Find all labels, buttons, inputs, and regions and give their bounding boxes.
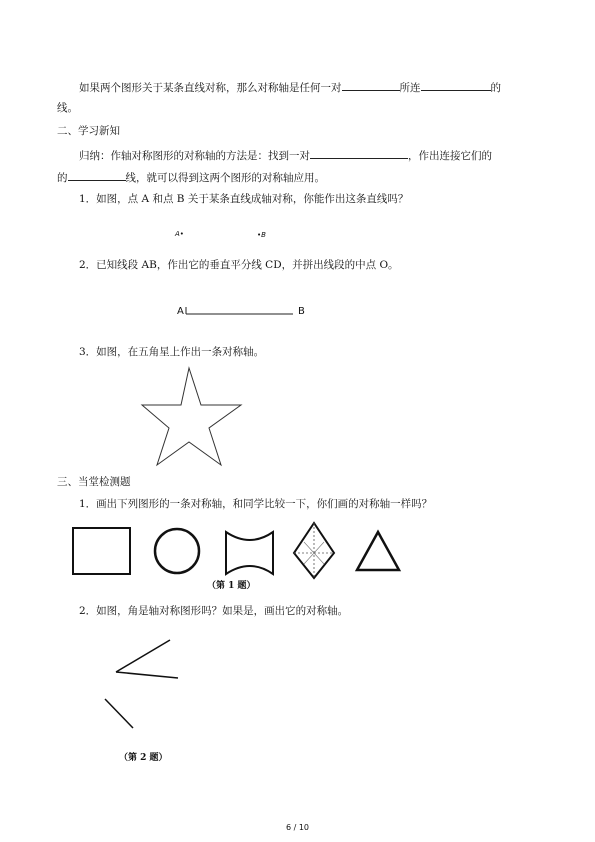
point-b-label: •B [257, 231, 266, 239]
intro-text-d: 线。 [57, 102, 78, 114]
shape-circle [153, 527, 203, 577]
segment-label-b: B [298, 306, 305, 317]
section3-heading: 三、当堂检测题 [57, 476, 131, 488]
summary-text-a: 归纳：作轴对称图形的对称轴的方法是：找到一对 [79, 150, 310, 162]
summary-text-c: 的 [57, 172, 68, 184]
blank-4[interactable] [68, 169, 126, 181]
intro-text-a: 如果两个图形关于某条直线对称，那么对称轴是任何一对 [79, 82, 342, 94]
summary-line-2 [57, 169, 325, 185]
figure-1-caption: （第 1 题） [207, 581, 256, 591]
segment-ab [186, 307, 296, 319]
five-pointed-star [142, 368, 272, 468]
blank-1[interactable] [342, 79, 400, 91]
shape-kite [292, 522, 342, 582]
section2-q2: 2．已知线段 AB，作出它的垂直平分线 CD，并拼出线段的中点 O。 [79, 259, 399, 271]
figure-2-caption: （第 2 题） [119, 753, 168, 763]
blank-2[interactable] [421, 79, 491, 91]
page-number: 6 / 10 [285, 823, 310, 832]
segment-label-a: A [177, 306, 184, 317]
point-a-label: A• [175, 230, 184, 238]
summary-text-b: ，作出连接它们的 [408, 150, 492, 162]
angle-figure [100, 632, 200, 732]
section3-q2: 2．如图，角是轴对称图形吗？如果是，画出它的对称轴。 [79, 605, 349, 617]
section2-heading: 二、学习新知 [57, 125, 120, 137]
intro-text-c: 的 [490, 82, 501, 94]
shape-rectangle [72, 527, 132, 577]
shape-bowtie [225, 530, 285, 580]
summary-line-1 [79, 147, 492, 163]
section2-q3: 3．如图，在五角星上作出一条对称轴。 [79, 346, 265, 358]
intro-line-1 [79, 79, 501, 95]
blank-3[interactable] [310, 147, 408, 159]
shape-triangle [355, 530, 405, 580]
section3-q1: 1．画出下列图形的一条对称轴，和同学比较一下，你们画的对称轴一样吗？ [79, 498, 433, 510]
summary-text-d: 线，就可以得到这两个图形的对称轴应用。 [125, 172, 325, 184]
intro-line-2 [57, 101, 78, 115]
section2-q1: 1．如图，点 A 和点 B 关于某条直线成轴对称，你能作出这条直线吗？ [79, 193, 409, 205]
intro-text-b: 所连 [399, 82, 421, 94]
